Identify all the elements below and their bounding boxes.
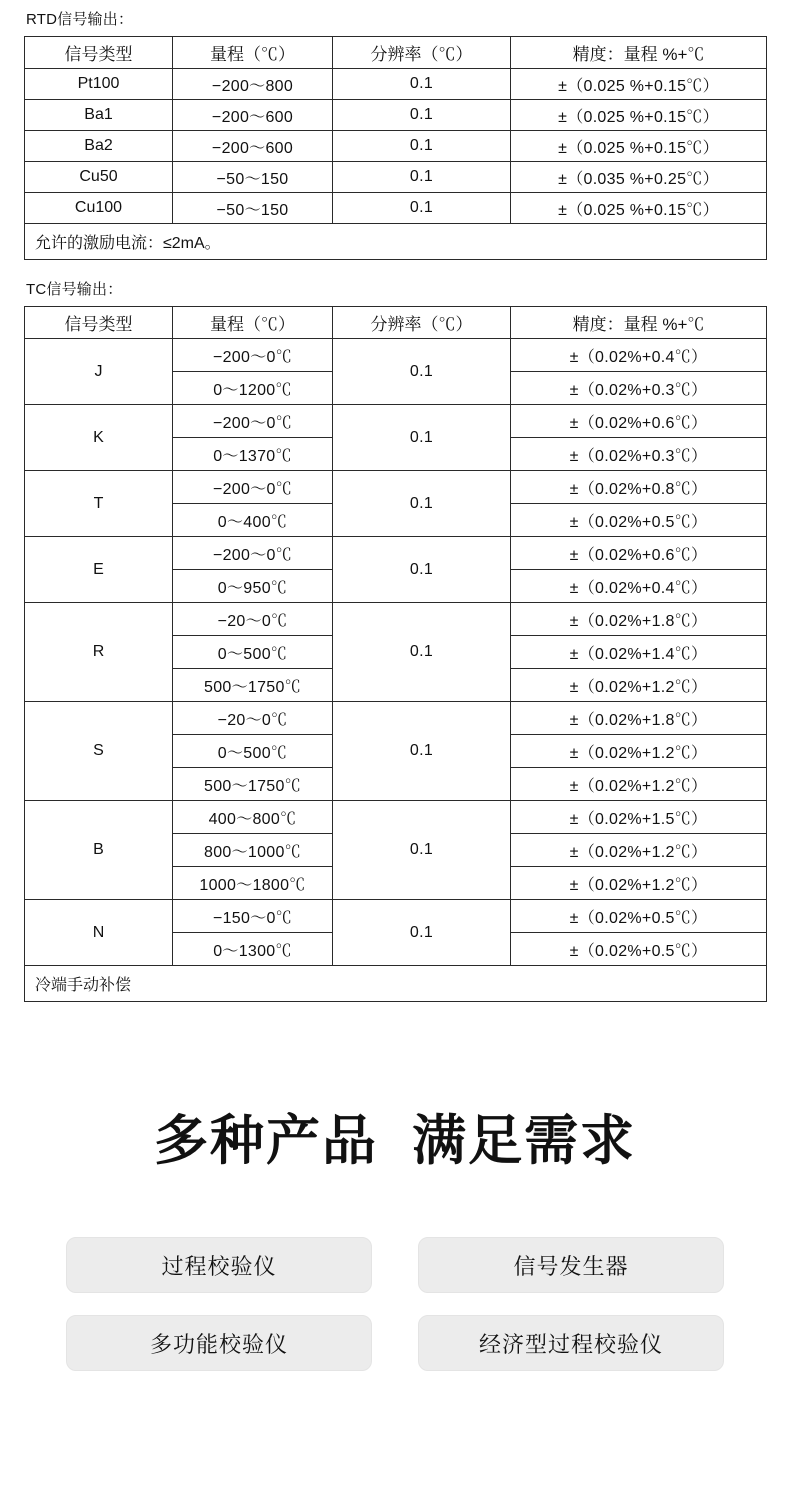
tc-cell-accuracy: ±（0.02%+1.2℃） — [511, 834, 767, 867]
table-row — [25, 339, 767, 372]
tc-cell-range: −20～0℃ — [173, 603, 333, 636]
table-row — [25, 537, 767, 570]
tc-cell-range: 0～500℃ — [173, 735, 333, 768]
rtd-cell-type: Ba2 — [25, 131, 173, 162]
table-row — [25, 131, 767, 162]
tc-cell-range: −200～0℃ — [173, 405, 333, 438]
rtd-cell-accuracy: ±（0.025 %+0.15℃） — [511, 131, 767, 162]
rtd-cell-accuracy: ±（0.025 %+0.15℃） — [511, 100, 767, 131]
tc-cell-accuracy: ±（0.02%+1.8℃） — [511, 702, 767, 735]
tc-cell-type: B — [25, 801, 173, 900]
tc-cell-range: 0～950℃ — [173, 570, 333, 603]
table-row — [25, 69, 767, 100]
table-row — [25, 100, 767, 131]
tc-cell-resolution: 0.1 — [333, 603, 511, 702]
tc-table-header-row — [25, 307, 767, 339]
tc-cell-resolution: 0.1 — [333, 900, 511, 966]
table-row — [25, 193, 767, 224]
rtd-cell-range: −50～150 — [173, 162, 333, 193]
rtd-cell-range: −200～600 — [173, 131, 333, 162]
table-row — [25, 900, 767, 933]
tc-cell-accuracy: ±（0.02%+1.2℃） — [511, 735, 767, 768]
tc-cell-accuracy: ±（0.02%+1.5℃） — [511, 801, 767, 834]
tc-cell-range: 0～1370℃ — [173, 438, 333, 471]
tc-header-range: 量程（℃） — [173, 307, 333, 339]
promo-headline — [24, 1098, 766, 1175]
tc-cell-resolution: 0.1 — [333, 801, 511, 900]
table-row — [25, 162, 767, 193]
rtd-cell-resolution: 0.1 — [333, 162, 511, 193]
rtd-cell-type: Cu50 — [25, 162, 173, 193]
tc-cell-accuracy: ±（0.02%+0.4℃） — [511, 339, 767, 372]
tc-section-label: TC信号输出： — [26, 281, 123, 298]
tc-cell-range: 0～500℃ — [173, 636, 333, 669]
rtd-cell-accuracy: ±（0.025 %+0.15℃） — [511, 193, 767, 224]
tc-cell-resolution: 0.1 — [333, 471, 511, 537]
tc-cell-accuracy: ±（0.02%+0.6℃） — [511, 405, 767, 438]
tc-cell-accuracy: ±（0.02%+1.8℃） — [511, 603, 767, 636]
tc-cell-range: −20～0℃ — [173, 702, 333, 735]
rtd-spec-table — [24, 36, 767, 260]
promo-button-multifunction-calibrator[interactable]: 多功能校验仪 — [66, 1315, 372, 1371]
tc-cell-range: 400～800℃ — [173, 801, 333, 834]
tc-header-resolution: 分辨率（℃） — [333, 307, 511, 339]
table-row — [25, 471, 767, 504]
rtd-header-range: 量程（℃） — [173, 37, 333, 69]
tc-note: 冷端手动补偿 — [25, 966, 767, 1002]
tc-cell-type: J — [25, 339, 173, 405]
rtd-cell-range: −200～800 — [173, 69, 333, 100]
tc-cell-accuracy: ±（0.02%+1.2℃） — [511, 768, 767, 801]
table-row — [25, 801, 767, 834]
rtd-note-row — [25, 224, 767, 260]
tc-cell-accuracy: ±（0.02%+0.5℃） — [511, 933, 767, 966]
tc-cell-accuracy: ±（0.02%+1.2℃） — [511, 669, 767, 702]
table-row — [25, 405, 767, 438]
rtd-note: 允许的激励电流：≤2mA。 — [25, 224, 767, 260]
tc-cell-range: −200～0℃ — [173, 471, 333, 504]
tc-cell-range: 0～1300℃ — [173, 933, 333, 966]
tc-cell-range: 500～1750℃ — [173, 669, 333, 702]
rtd-section-label: RTD信号输出： — [26, 11, 134, 28]
tc-cell-type: E — [25, 537, 173, 603]
rtd-cell-accuracy: ±（0.025 %+0.15℃） — [511, 69, 767, 100]
rtd-cell-type: Ba1 — [25, 100, 173, 131]
rtd-cell-type: Pt100 — [25, 69, 173, 100]
tc-note-row — [25, 966, 767, 1002]
tc-cell-range: 0～1200℃ — [173, 372, 333, 405]
tc-cell-accuracy: ±（0.02%+0.3℃） — [511, 372, 767, 405]
tc-cell-resolution: 0.1 — [333, 702, 511, 801]
tc-cell-accuracy: ±（0.02%+1.4℃） — [511, 636, 767, 669]
tc-header-accuracy: 精度：量程 %+℃ — [511, 307, 767, 339]
tc-cell-accuracy: ±（0.02%+0.5℃） — [511, 504, 767, 537]
rtd-header-accuracy: 精度：量程 %+℃ — [511, 37, 767, 69]
tc-cell-resolution: 0.1 — [333, 537, 511, 603]
tc-cell-type: S — [25, 702, 173, 801]
table-gap — [24, 260, 766, 278]
rtd-cell-type: Cu100 — [25, 193, 173, 224]
tc-cell-range: −200～0℃ — [173, 537, 333, 570]
tc-cell-accuracy: ±（0.02%+0.5℃） — [511, 900, 767, 933]
rtd-cell-resolution: 0.1 — [333, 100, 511, 131]
tc-spec-table — [24, 306, 767, 1002]
tc-cell-range: −200～0℃ — [173, 339, 333, 372]
rtd-table-header-row — [25, 37, 767, 69]
tc-cell-accuracy: ±（0.02%+0.6℃） — [511, 537, 767, 570]
tc-cell-resolution: 0.1 — [333, 405, 511, 471]
rtd-header-resolution: 分辨率（℃） — [333, 37, 511, 69]
tc-cell-range: 0～400℃ — [173, 504, 333, 537]
table-row — [25, 702, 767, 735]
rtd-cell-resolution: 0.1 — [333, 193, 511, 224]
tc-header-type: 信号类型 — [25, 307, 173, 339]
tc-cell-type: K — [25, 405, 173, 471]
tc-cell-resolution: 0.1 — [333, 339, 511, 405]
rtd-cell-range: −50～150 — [173, 193, 333, 224]
tc-cell-accuracy: ±（0.02%+0.8℃） — [511, 471, 767, 504]
promo-button-signal-generator[interactable]: 信号发生器 — [418, 1237, 724, 1293]
rtd-cell-resolution: 0.1 — [333, 131, 511, 162]
tc-cell-accuracy: ±（0.02%+1.2℃） — [511, 867, 767, 900]
promo-headline-left: 多种产品 — [154, 1111, 378, 1171]
tc-cell-range: 800～1000℃ — [173, 834, 333, 867]
tc-cell-type: T — [25, 471, 173, 537]
promo-button-grid — [24, 1237, 766, 1371]
tc-cell-range: 1000～1800℃ — [173, 867, 333, 900]
table-row — [25, 603, 767, 636]
tc-cell-accuracy: ±（0.02%+0.3℃） — [511, 438, 767, 471]
rtd-header-type: 信号类型 — [25, 37, 173, 69]
rtd-cell-range: −200～600 — [173, 100, 333, 131]
tc-cell-type: N — [25, 900, 173, 966]
promo-headline-right: 满足需求 — [412, 1111, 636, 1171]
tc-cell-range: −150～0℃ — [173, 900, 333, 933]
tc-cell-type: R — [25, 603, 173, 702]
rtd-cell-accuracy: ±（0.035 %+0.25℃） — [511, 162, 767, 193]
tc-cell-range: 500～1750℃ — [173, 768, 333, 801]
tc-cell-accuracy: ±（0.02%+0.4℃） — [511, 570, 767, 603]
promo-button-economy-process-calibrator[interactable]: 经济型过程校验仪 — [418, 1315, 724, 1371]
rtd-cell-resolution: 0.1 — [333, 69, 511, 100]
promo-spacer — [24, 1002, 766, 1098]
promo-button-process-calibrator[interactable]: 过程校验仪 — [66, 1237, 372, 1293]
